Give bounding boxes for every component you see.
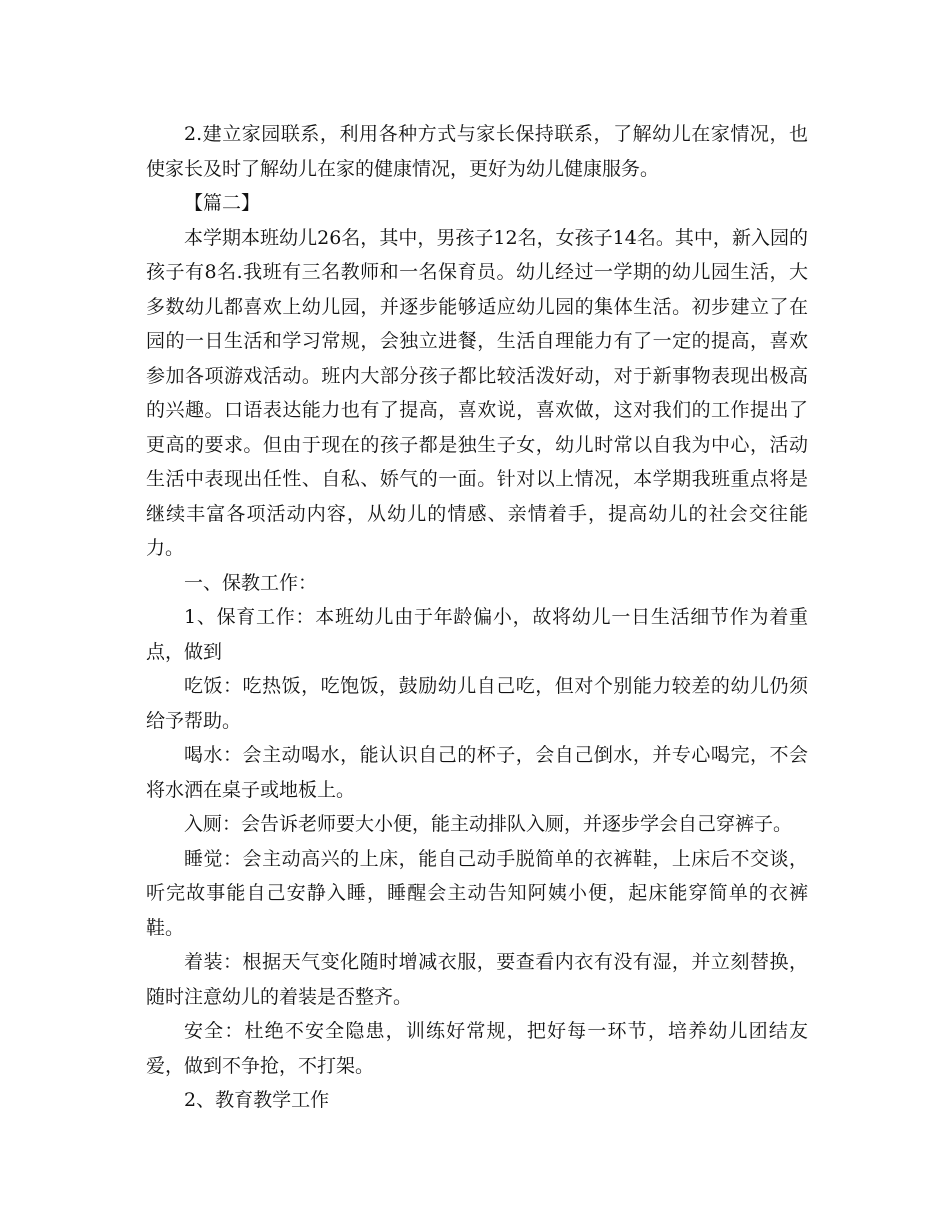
paragraph-drinking: 喝水：会主动喝水，能认识自己的杯子，会自己倒水，并专心喝完，不会将水洒在桌子或地板上。	[146, 744, 808, 801]
paragraph-clothing: 着装：根据天气变化随时增减衣服，要查看内衣有没有湿，并立刻替换，随时注意幼儿的着装是否整齐。	[146, 951, 808, 1008]
paragraph-care-work: 1、保育工作：本班幼儿由于年龄偏小，故将幼儿一日生活细节作为着重点，做到	[146, 606, 808, 663]
paragraph-safety: 安全：杜绝不安全隐患，训练好常规，把好每一环节，培养幼儿团结友爱，做到不争抢，不打架。	[146, 1020, 808, 1077]
document-body	[146, 117, 808, 1118]
paragraph-sleeping: 睡觉：会主动高兴的上床，能自己动手脱简单的衣裤鞋，上床后不交谈，听完故事能自己安静入睡，睡醒会主动告知阿姨小便，起床能穿简单的衣裤鞋。	[146, 847, 808, 939]
paragraph-toilet: 入厕：会告诉老师要大小便，能主动排队入厕，并逐步学会自己穿裤子。	[184, 813, 793, 835]
heading-care-education-work: 一、保教工作：	[184, 571, 318, 594]
paragraph-home-school-contact: 2.建立家园联系，利用各种方式与家长保持联系，了解幼儿在家情况，也使家长及时了解幼儿在家的健康情况，更好为幼儿健康服务。	[146, 123, 808, 180]
paragraph-class-overview: 本学期本班幼儿26名，其中，男孩子12名，女孩子14名。其中，新入园的孩子有8名.我班有三名教师和一名保育员。幼儿经过一学期的幼儿园生活，大多数幼儿都喜欢上幼儿园，并逐步能够适应幼儿园的集体生活。初步建立了在园的一日生活和学习常规，会独立进餐，生活自理能力有了一定的提高，喜欢参加各项游戏活动。班内大部分孩子都比较活泼好动，对于新事物表现出极高的兴趣。口语表达能力也有了提高，喜欢说，喜欢做，这对我们的工作提出了更高的要求。但由于现在的孩子都是独生子女，幼儿时常以自我为中心，活动生活中表现出任性、自私、娇气的一面。针对以上情况，本学期我班重点将是继续丰富各项活动内容，从幼儿的情感、亲情着手，提高幼儿的社会交往能力。	[146, 226, 808, 559]
paragraph-eating: 吃饭：吃热饭，吃饱饭，鼓励幼儿自己吃，但对个别能力较差的幼儿仍须给予帮助。	[146, 675, 808, 732]
heading-teaching-work: 2、教育教学工作	[184, 1089, 330, 1111]
section-heading-part-two: 【篇二】	[184, 192, 261, 214]
